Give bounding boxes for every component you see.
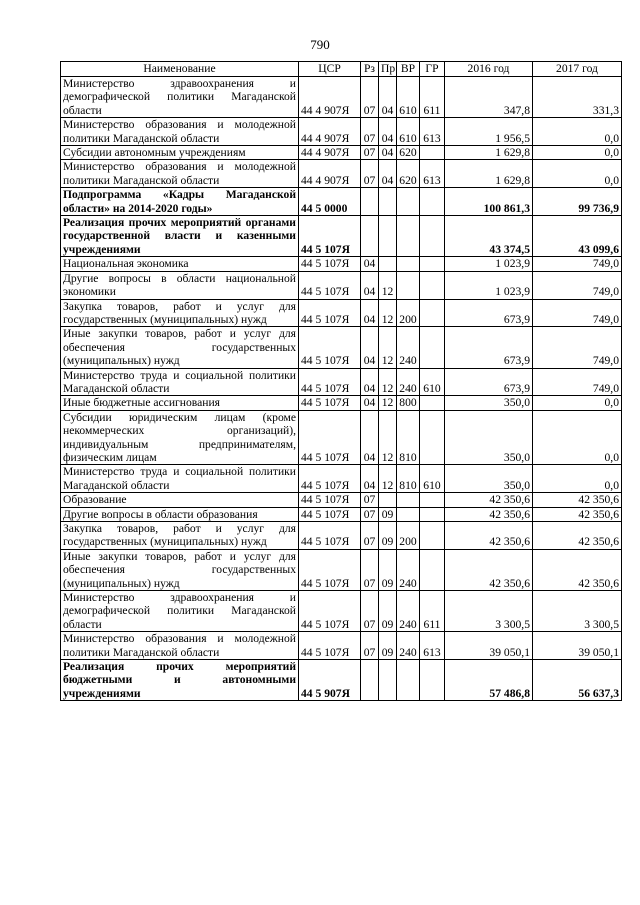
row-vr bbox=[397, 216, 420, 257]
row-amount-2017: 0,0 bbox=[533, 396, 622, 410]
row-name: Министерство труда и социальной политики Магаданской области bbox=[61, 465, 299, 493]
row-gr bbox=[420, 188, 445, 216]
row-csr: 44 5 107Я bbox=[299, 271, 361, 299]
row-amount-2016: 100 861,3 bbox=[445, 188, 533, 216]
row-amount-2017: 56 637,3 bbox=[533, 660, 622, 701]
row-pr: 09 bbox=[379, 591, 397, 632]
row-name: Министерство образования и молодежной политики Магаданской области bbox=[61, 118, 299, 146]
row-gr bbox=[420, 216, 445, 257]
row-gr: 611 bbox=[420, 591, 445, 632]
row-csr: 44 4 907Я bbox=[299, 118, 361, 146]
table-row bbox=[61, 396, 622, 410]
row-amount-2016: 43 374,5 bbox=[445, 216, 533, 257]
row-name: Реализация прочих мероприятий органами государственной власти и казенными учреждениями bbox=[61, 216, 299, 257]
row-rz: 07 bbox=[361, 591, 379, 632]
row-pr: 04 bbox=[379, 118, 397, 146]
row-gr bbox=[420, 396, 445, 410]
row-gr: 611 bbox=[420, 77, 445, 118]
row-vr bbox=[397, 493, 420, 507]
row-name: Министерство образования и молодежной политики Магаданской области bbox=[61, 160, 299, 188]
row-rz: 04 bbox=[361, 271, 379, 299]
row-vr: 800 bbox=[397, 396, 420, 410]
table-row bbox=[61, 410, 622, 465]
row-name: Министерство здравоохранения и демографической политики Магаданской области bbox=[61, 591, 299, 632]
table-row bbox=[61, 188, 622, 216]
row-rz: 07 bbox=[361, 549, 379, 590]
row-name: Реализация прочих мероприятий бюджетными и автономными учреждениями bbox=[61, 660, 299, 701]
row-pr: 04 bbox=[379, 77, 397, 118]
column-header-pr: Пр bbox=[379, 62, 397, 77]
row-amount-2016: 3 300,5 bbox=[445, 591, 533, 632]
table-row bbox=[61, 368, 622, 396]
row-amount-2016: 350,0 bbox=[445, 465, 533, 493]
column-header-2017: 2017 год bbox=[533, 62, 622, 77]
column-header-gr: ГР bbox=[420, 62, 445, 77]
row-vr: 610 bbox=[397, 77, 420, 118]
row-pr: 12 bbox=[379, 327, 397, 368]
row-csr: 44 5 107Я bbox=[299, 327, 361, 368]
row-name: Другие вопросы в области национальной экономики bbox=[61, 271, 299, 299]
row-amount-2016: 350,0 bbox=[445, 396, 533, 410]
row-csr: 44 4 907Я bbox=[299, 77, 361, 118]
row-amount-2017: 39 050,1 bbox=[533, 632, 622, 660]
row-amount-2017: 749,0 bbox=[533, 299, 622, 327]
row-name: Национальная экономика bbox=[61, 257, 299, 271]
row-amount-2017: 749,0 bbox=[533, 327, 622, 368]
row-pr bbox=[379, 216, 397, 257]
row-name: Министерство труда и социальной политики Магаданской области bbox=[61, 368, 299, 396]
row-name: Другие вопросы в области образования bbox=[61, 507, 299, 521]
row-pr: 09 bbox=[379, 549, 397, 590]
row-amount-2017: 42 350,6 bbox=[533, 507, 622, 521]
row-rz: 07 bbox=[361, 77, 379, 118]
row-csr: 44 5 107Я bbox=[299, 299, 361, 327]
row-name: Подпрограмма «Кадры Магаданской области» на 2014-2020 годы» bbox=[61, 188, 299, 216]
row-amount-2017: 0,0 bbox=[533, 118, 622, 146]
row-csr: 44 5 107Я bbox=[299, 632, 361, 660]
row-csr: 44 4 907Я bbox=[299, 160, 361, 188]
row-name: Субсидии автономным учреждениям bbox=[61, 146, 299, 160]
row-vr: 240 bbox=[397, 368, 420, 396]
row-vr: 240 bbox=[397, 591, 420, 632]
column-header-rz: Рз bbox=[361, 62, 379, 77]
row-rz: 07 bbox=[361, 507, 379, 521]
table-row bbox=[61, 160, 622, 188]
table-row bbox=[61, 299, 622, 327]
row-amount-2017: 42 350,6 bbox=[533, 493, 622, 507]
row-csr: 44 5 107Я bbox=[299, 549, 361, 590]
column-header-csr: ЦСР bbox=[299, 62, 361, 77]
row-vr: 240 bbox=[397, 632, 420, 660]
row-pr: 09 bbox=[379, 507, 397, 521]
table-row bbox=[61, 257, 622, 271]
table-row bbox=[61, 632, 622, 660]
row-amount-2017: 99 736,9 bbox=[533, 188, 622, 216]
row-amount-2017: 331,3 bbox=[533, 77, 622, 118]
column-header-vr: ВР bbox=[397, 62, 420, 77]
row-amount-2017: 0,0 bbox=[533, 410, 622, 465]
table-row bbox=[61, 216, 622, 257]
row-amount-2017: 43 099,6 bbox=[533, 216, 622, 257]
row-amount-2016: 673,9 bbox=[445, 327, 533, 368]
row-gr bbox=[420, 410, 445, 465]
row-gr bbox=[420, 146, 445, 160]
row-pr bbox=[379, 257, 397, 271]
row-name: Субсидии юридическим лицам (кроме некоммерческих организаций), индивидуальным предпринимателям, физическим лицам bbox=[61, 410, 299, 465]
table-row bbox=[61, 493, 622, 507]
row-vr bbox=[397, 660, 420, 701]
row-amount-2017: 42 350,6 bbox=[533, 522, 622, 550]
row-csr: 44 5 107Я bbox=[299, 591, 361, 632]
row-gr bbox=[420, 257, 445, 271]
row-csr: 44 5 107Я bbox=[299, 216, 361, 257]
row-pr: 04 bbox=[379, 146, 397, 160]
row-gr: 613 bbox=[420, 118, 445, 146]
row-pr: 12 bbox=[379, 410, 397, 465]
row-rz: 07 bbox=[361, 493, 379, 507]
row-vr bbox=[397, 188, 420, 216]
row-amount-2016: 42 350,6 bbox=[445, 507, 533, 521]
row-amount-2016: 42 350,6 bbox=[445, 493, 533, 507]
row-name: Министерство здравоохранения и демографической политики Магаданской области bbox=[61, 77, 299, 118]
row-pr: 12 bbox=[379, 271, 397, 299]
row-amount-2016: 57 486,8 bbox=[445, 660, 533, 701]
row-amount-2017: 3 300,5 bbox=[533, 591, 622, 632]
row-vr: 240 bbox=[397, 327, 420, 368]
row-csr: 44 5 107Я bbox=[299, 493, 361, 507]
row-amount-2017: 42 350,6 bbox=[533, 549, 622, 590]
row-amount-2016: 673,9 bbox=[445, 368, 533, 396]
row-rz: 07 bbox=[361, 118, 379, 146]
row-name: Образование bbox=[61, 493, 299, 507]
row-name: Закупка товаров, работ и услуг для государственных (муниципальных) нужд bbox=[61, 522, 299, 550]
budget-table bbox=[60, 61, 622, 701]
row-name: Иные закупки товаров, работ и услуг для обеспечения государственных (муниципальных) нужд bbox=[61, 549, 299, 590]
row-rz: 04 bbox=[361, 257, 379, 271]
row-gr bbox=[420, 327, 445, 368]
row-pr: 09 bbox=[379, 632, 397, 660]
row-gr: 610 bbox=[420, 368, 445, 396]
row-rz: 07 bbox=[361, 160, 379, 188]
row-csr: 44 4 907Я bbox=[299, 146, 361, 160]
page-number: 790 bbox=[310, 37, 330, 52]
row-pr bbox=[379, 493, 397, 507]
row-csr: 44 5 107Я bbox=[299, 465, 361, 493]
row-amount-2016: 1 023,9 bbox=[445, 271, 533, 299]
row-amount-2016: 42 350,6 bbox=[445, 522, 533, 550]
row-vr: 240 bbox=[397, 549, 420, 590]
row-gr bbox=[420, 507, 445, 521]
row-amount-2016: 350,0 bbox=[445, 410, 533, 465]
row-gr bbox=[420, 271, 445, 299]
row-vr: 200 bbox=[397, 522, 420, 550]
row-gr: 613 bbox=[420, 632, 445, 660]
row-rz bbox=[361, 660, 379, 701]
row-csr: 44 5 107Я bbox=[299, 396, 361, 410]
row-rz: 07 bbox=[361, 522, 379, 550]
row-vr: 200 bbox=[397, 299, 420, 327]
row-csr: 44 5 107Я bbox=[299, 257, 361, 271]
row-pr: 12 bbox=[379, 465, 397, 493]
row-name: Иные закупки товаров, работ и услуг для обеспечения государственных (муниципальных) нужд bbox=[61, 327, 299, 368]
row-gr: 610 bbox=[420, 465, 445, 493]
table-row bbox=[61, 507, 622, 521]
row-csr: 44 5 107Я bbox=[299, 410, 361, 465]
row-amount-2017: 749,0 bbox=[533, 257, 622, 271]
table-body bbox=[61, 77, 622, 701]
row-pr bbox=[379, 660, 397, 701]
row-vr: 610 bbox=[397, 118, 420, 146]
row-rz: 04 bbox=[361, 368, 379, 396]
row-rz: 04 bbox=[361, 410, 379, 465]
row-amount-2016: 39 050,1 bbox=[445, 632, 533, 660]
row-csr: 44 5 907Я bbox=[299, 660, 361, 701]
row-name: Министерство образования и молодежной политики Магаданской области bbox=[61, 632, 299, 660]
row-csr: 44 5 107Я bbox=[299, 507, 361, 521]
row-gr bbox=[420, 549, 445, 590]
row-amount-2017: 749,0 bbox=[533, 271, 622, 299]
table-row bbox=[61, 146, 622, 160]
table-row bbox=[61, 465, 622, 493]
table-row bbox=[61, 118, 622, 146]
row-amount-2017: 0,0 bbox=[533, 465, 622, 493]
row-vr: 620 bbox=[397, 160, 420, 188]
row-vr bbox=[397, 271, 420, 299]
row-gr bbox=[420, 299, 445, 327]
row-rz bbox=[361, 216, 379, 257]
row-rz: 04 bbox=[361, 327, 379, 368]
row-name: Закупка товаров, работ и услуг для государственных (муниципальных) нужд bbox=[61, 299, 299, 327]
row-amount-2016: 347,8 bbox=[445, 77, 533, 118]
row-csr: 44 5 107Я bbox=[299, 522, 361, 550]
table-row bbox=[61, 549, 622, 590]
row-gr bbox=[420, 522, 445, 550]
row-amount-2017: 0,0 bbox=[533, 160, 622, 188]
table-row bbox=[61, 522, 622, 550]
column-header-name: Наименование bbox=[61, 62, 299, 77]
row-rz: 04 bbox=[361, 396, 379, 410]
row-gr: 613 bbox=[420, 160, 445, 188]
row-name: Иные бюджетные ассигнования bbox=[61, 396, 299, 410]
column-header-2016: 2016 год bbox=[445, 62, 533, 77]
row-vr: 620 bbox=[397, 146, 420, 160]
row-amount-2016: 42 350,6 bbox=[445, 549, 533, 590]
row-pr: 04 bbox=[379, 160, 397, 188]
row-gr bbox=[420, 493, 445, 507]
row-vr: 810 bbox=[397, 410, 420, 465]
row-csr: 44 5 0000 bbox=[299, 188, 361, 216]
row-pr: 12 bbox=[379, 396, 397, 410]
row-amount-2017: 0,0 bbox=[533, 146, 622, 160]
row-gr bbox=[420, 660, 445, 701]
row-pr: 09 bbox=[379, 522, 397, 550]
row-amount-2016: 1 023,9 bbox=[445, 257, 533, 271]
table-row bbox=[61, 591, 622, 632]
row-vr: 810 bbox=[397, 465, 420, 493]
row-vr bbox=[397, 257, 420, 271]
row-amount-2016: 1 629,8 bbox=[445, 146, 533, 160]
row-pr bbox=[379, 188, 397, 216]
table-row bbox=[61, 271, 622, 299]
table-header-row bbox=[61, 62, 622, 77]
row-rz: 04 bbox=[361, 299, 379, 327]
row-pr: 12 bbox=[379, 299, 397, 327]
row-rz: 07 bbox=[361, 632, 379, 660]
table-row bbox=[61, 77, 622, 118]
row-csr: 44 5 107Я bbox=[299, 368, 361, 396]
row-pr: 12 bbox=[379, 368, 397, 396]
row-amount-2016: 1 629,8 bbox=[445, 160, 533, 188]
row-rz: 07 bbox=[361, 146, 379, 160]
row-amount-2016: 1 956,5 bbox=[445, 118, 533, 146]
table-row bbox=[61, 660, 622, 701]
row-rz bbox=[361, 188, 379, 216]
row-amount-2017: 749,0 bbox=[533, 368, 622, 396]
row-rz: 04 bbox=[361, 465, 379, 493]
table-row bbox=[61, 327, 622, 368]
row-amount-2016: 673,9 bbox=[445, 299, 533, 327]
row-vr bbox=[397, 507, 420, 521]
